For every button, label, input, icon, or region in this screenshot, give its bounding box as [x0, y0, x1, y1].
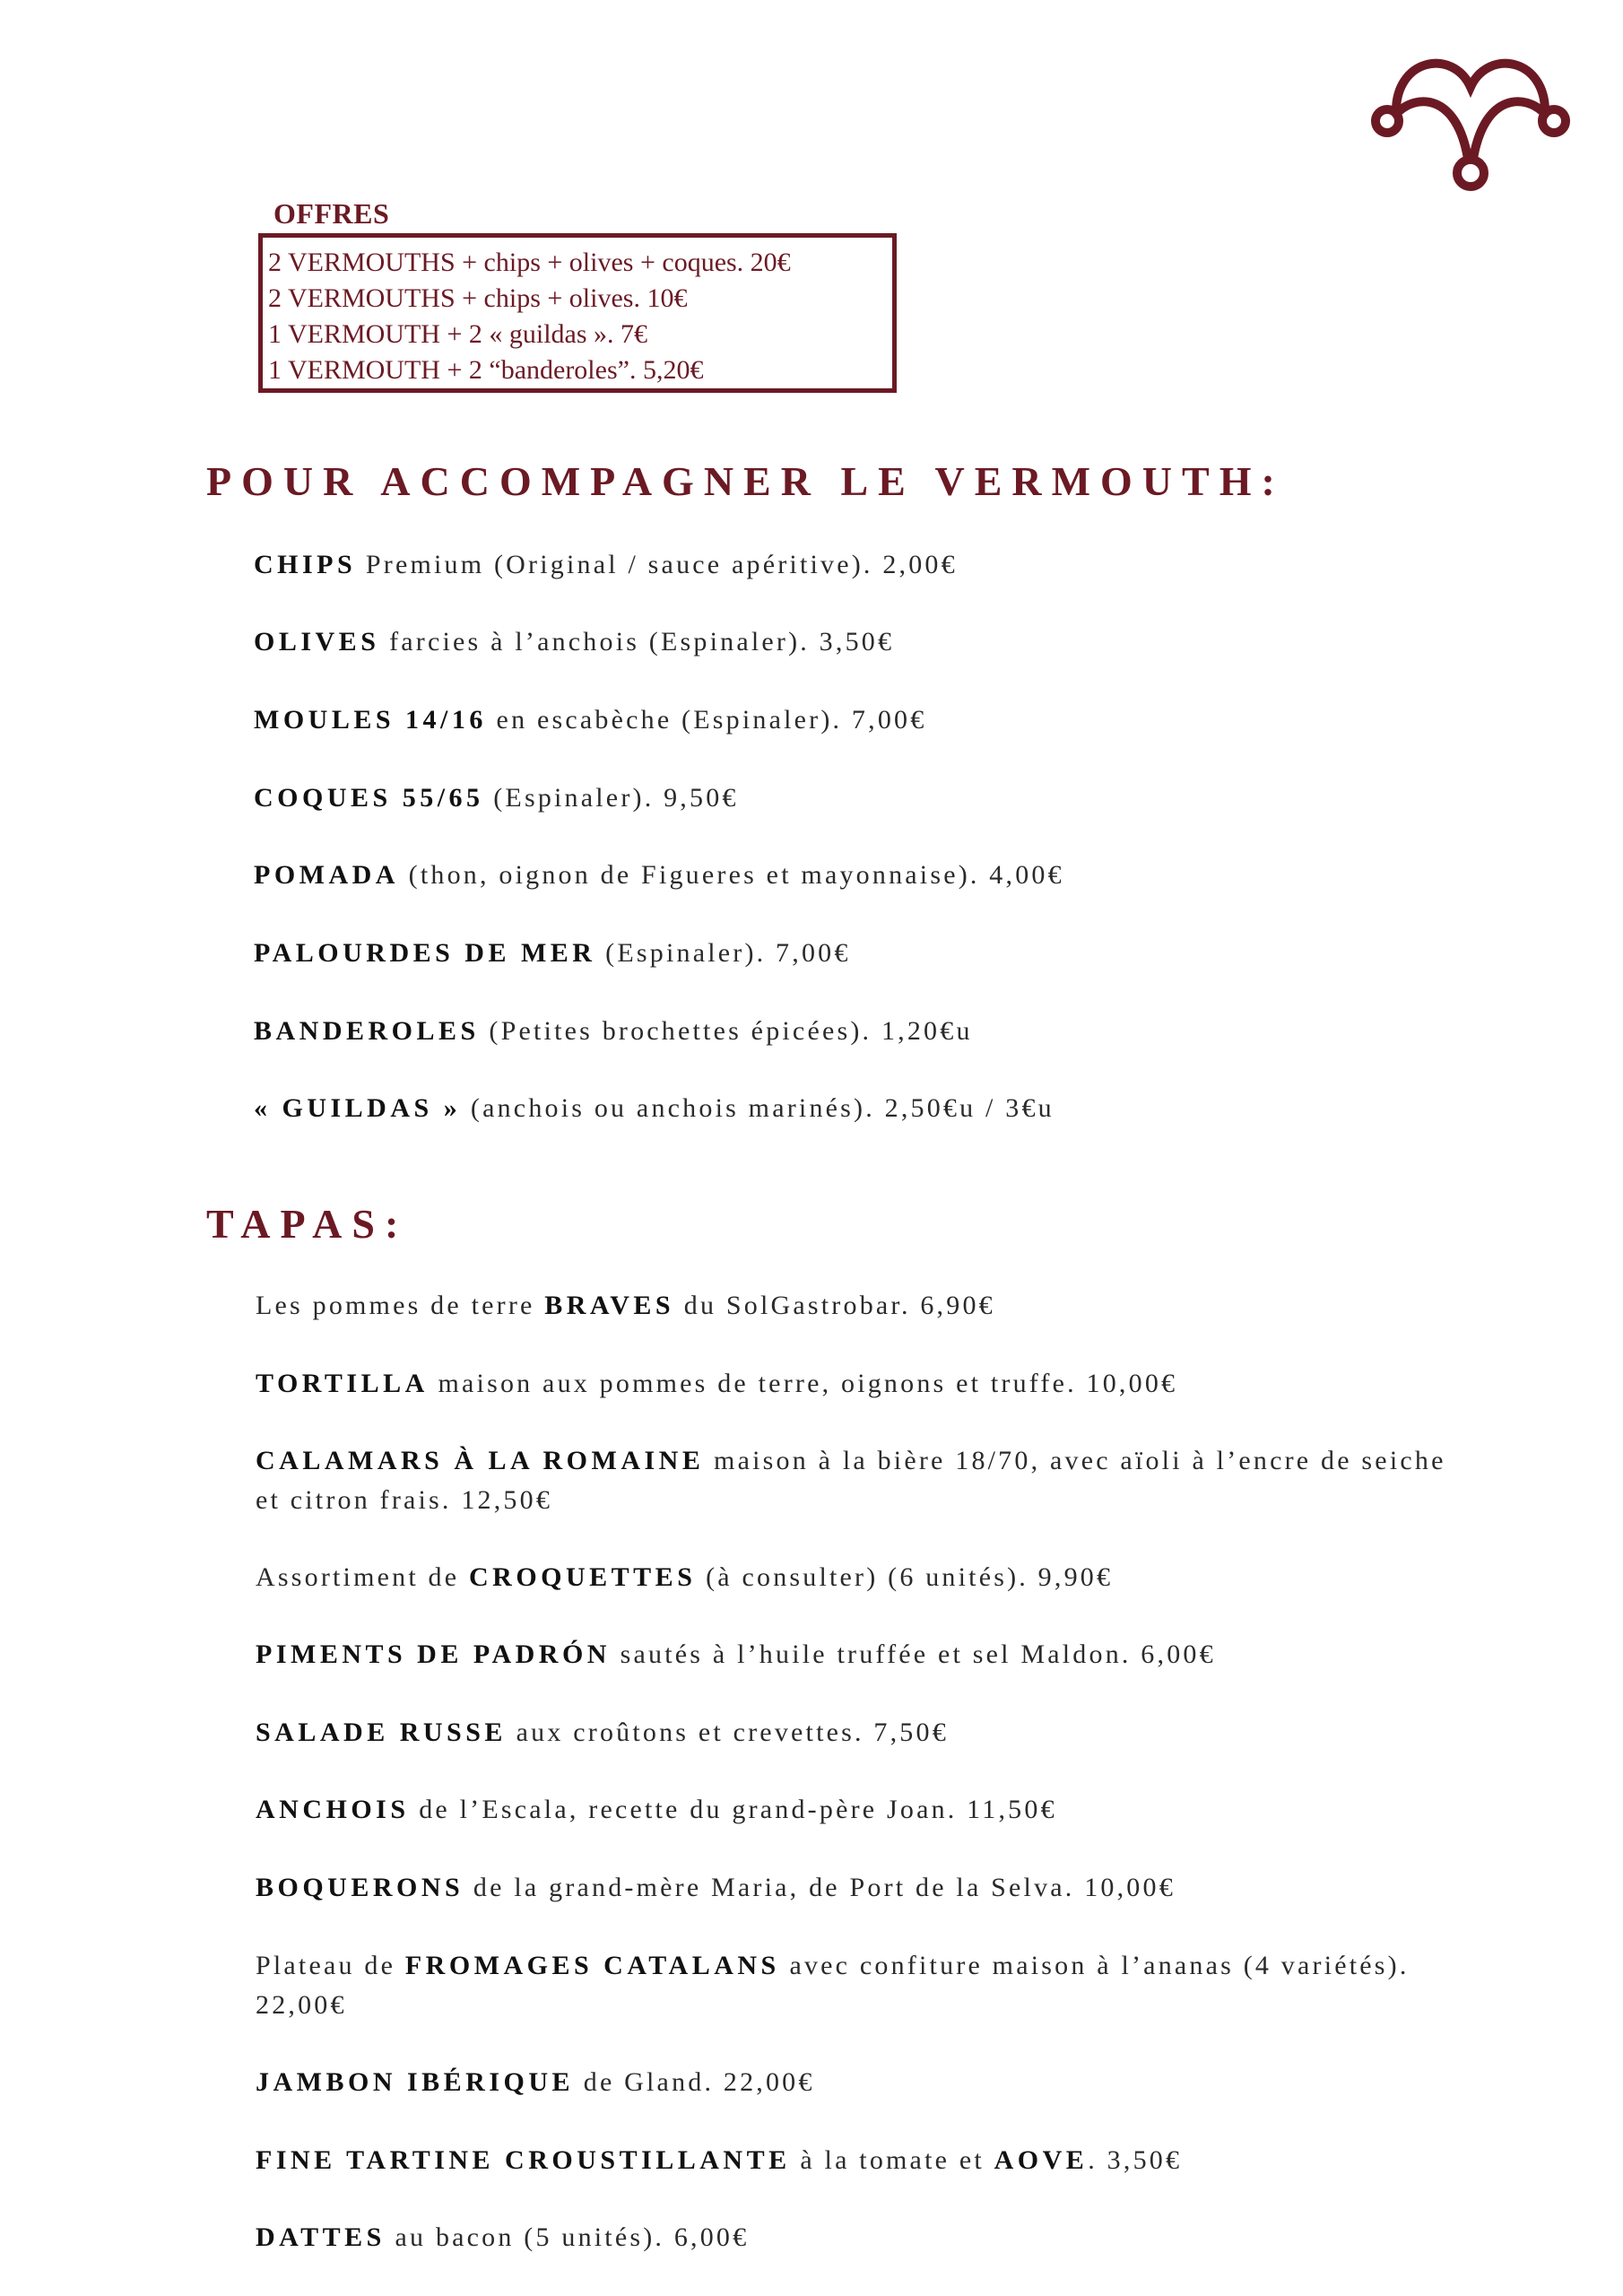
menu-item: [256, 1946, 1457, 2025]
item-description: (Espinaler). 7,00€: [595, 938, 851, 968]
item-description: (à consulter) (6 unités). 9,90€: [696, 1562, 1114, 1592]
item-name: BRAVES: [544, 1291, 675, 1320]
item-description: avec confiture maison à l’ananas (4 variétés). 22,00€: [256, 1951, 1410, 2020]
menu-item: [256, 1790, 1457, 1830]
menu-item: [254, 1089, 1455, 1128]
item-name: CALAMARS À LA ROMAINE: [256, 1446, 705, 1475]
item-description: de la grand-mère Maria, de Port de la Selva. 10,00€: [464, 1873, 1176, 1902]
offer-line: 2 VERMOUTHS + chips + olives. 10€: [268, 283, 688, 313]
item-name: DATTES: [256, 2222, 386, 2252]
item-description: maison à la bière 18/70, avec aïoli à l’encre de seiche et citron frais. 12,50€: [256, 1446, 1446, 1515]
item-description: (Espinaler). 9,50€: [483, 783, 739, 813]
offer-line: 1 VERMOUTH + 2 « guildas ». 7€: [268, 319, 648, 349]
item-name: « GUILDAS »: [254, 1093, 462, 1123]
item-name: ANCHOIS: [256, 1795, 410, 1824]
menu-item: [256, 1558, 1457, 1597]
item-description: du SolGastrobar. 6,90€: [674, 1291, 995, 1320]
item-description: de Gland. 22,00€: [574, 2067, 815, 2097]
menu-item: [254, 856, 1455, 895]
jester-hat-icon: [1367, 49, 1574, 197]
item-description: maison aux pommes de terre, oignons et truffe. 10,00€: [428, 1369, 1178, 1398]
item-name: BOQUERONS: [256, 1873, 464, 1902]
menu-item: [254, 778, 1455, 818]
tapas-section-title: TAPAS:: [206, 1201, 409, 1247]
item-name: OLIVES: [254, 627, 380, 657]
item-description: aux croûtons et crevettes. 7,50€: [506, 1718, 949, 1747]
item-description: de l’Escala, recette du grand-père Joan. 11,50€: [409, 1795, 1057, 1824]
offer-line: 2 VERMOUTHS + chips + olives + coques. 20€: [268, 248, 791, 277]
menu-item: [254, 1012, 1455, 1051]
menu-item: [256, 1441, 1457, 1520]
item-description-2: . 3,50€: [1088, 2145, 1183, 2175]
item-name: FINE TARTINE CROUSTILLANTE: [256, 2145, 791, 2175]
menu-item: [256, 2141, 1457, 2180]
item-description: sautés à l’huile truffée et sel Maldon. 6,00€: [610, 1639, 1216, 1669]
item-prefix: Plateau de: [256, 1951, 405, 1980]
menu-item: [256, 1868, 1457, 1908]
item-name: BANDEROLES: [254, 1016, 480, 1046]
offer-line: 1 VERMOUTH + 2 “banderoles”. 5,20€: [268, 355, 704, 385]
item-name: PALOURDES DE MER: [254, 938, 596, 968]
item-prefix: Les pommes de terre: [256, 1291, 545, 1320]
item-description: Premium (Original / sauce apéritive). 2,00€: [356, 550, 958, 579]
item-description: (anchois ou anchois marinés). 2,50€u / 3€u: [461, 1093, 1055, 1123]
item-name: CROQUETTES: [468, 1562, 697, 1592]
menu-item: [256, 2218, 1457, 2257]
menu-item: [254, 545, 1455, 585]
item-description: au bacon (5 unités). 6,00€: [385, 2222, 750, 2252]
offers-title: OFFRES: [273, 197, 390, 230]
item-description: (thon, oignon de Figueres et mayonnaise). 4,00€: [398, 860, 1064, 890]
item-description: en escabèche (Espinaler). 7,00€: [486, 705, 927, 735]
item-name-2: AOVE: [994, 2145, 1089, 2175]
menu-item: [254, 622, 1455, 662]
offers-box: [258, 233, 897, 393]
item-description: (Petites brochettes épicées). 1,20€u: [479, 1016, 973, 1046]
item-name: FROMAGES CATALANS: [404, 1951, 780, 1980]
item-prefix: Assortiment de: [256, 1562, 469, 1592]
item-description: farcies à l’anchois (Espinaler). 3,50€: [379, 627, 895, 657]
menu-item: [254, 700, 1455, 740]
item-name: JAMBON IBÉRIQUE: [256, 2067, 575, 2097]
vermouth-section-title: POUR ACCOMPAGNER LE VERMOUTH:: [206, 458, 1285, 504]
item-name: MOULES 14/16: [254, 705, 487, 735]
menu-item: [254, 934, 1455, 973]
item-name: CHIPS: [254, 550, 357, 579]
menu-item: [256, 1635, 1457, 1674]
item-name: SALADE RUSSE: [256, 1718, 507, 1747]
item-name: PIMENTS DE PADRÓN: [256, 1639, 611, 1669]
item-name: TORTILLA: [256, 1369, 429, 1398]
item-name: POMADA: [254, 860, 399, 890]
menu-item: [256, 1713, 1457, 1752]
menu-item: [256, 1364, 1457, 1404]
item-description: à la tomate et: [790, 2145, 994, 2175]
menu-item: [256, 1286, 1457, 1326]
menu-item: [256, 2063, 1457, 2102]
item-name: COQUES 55/65: [254, 783, 484, 813]
